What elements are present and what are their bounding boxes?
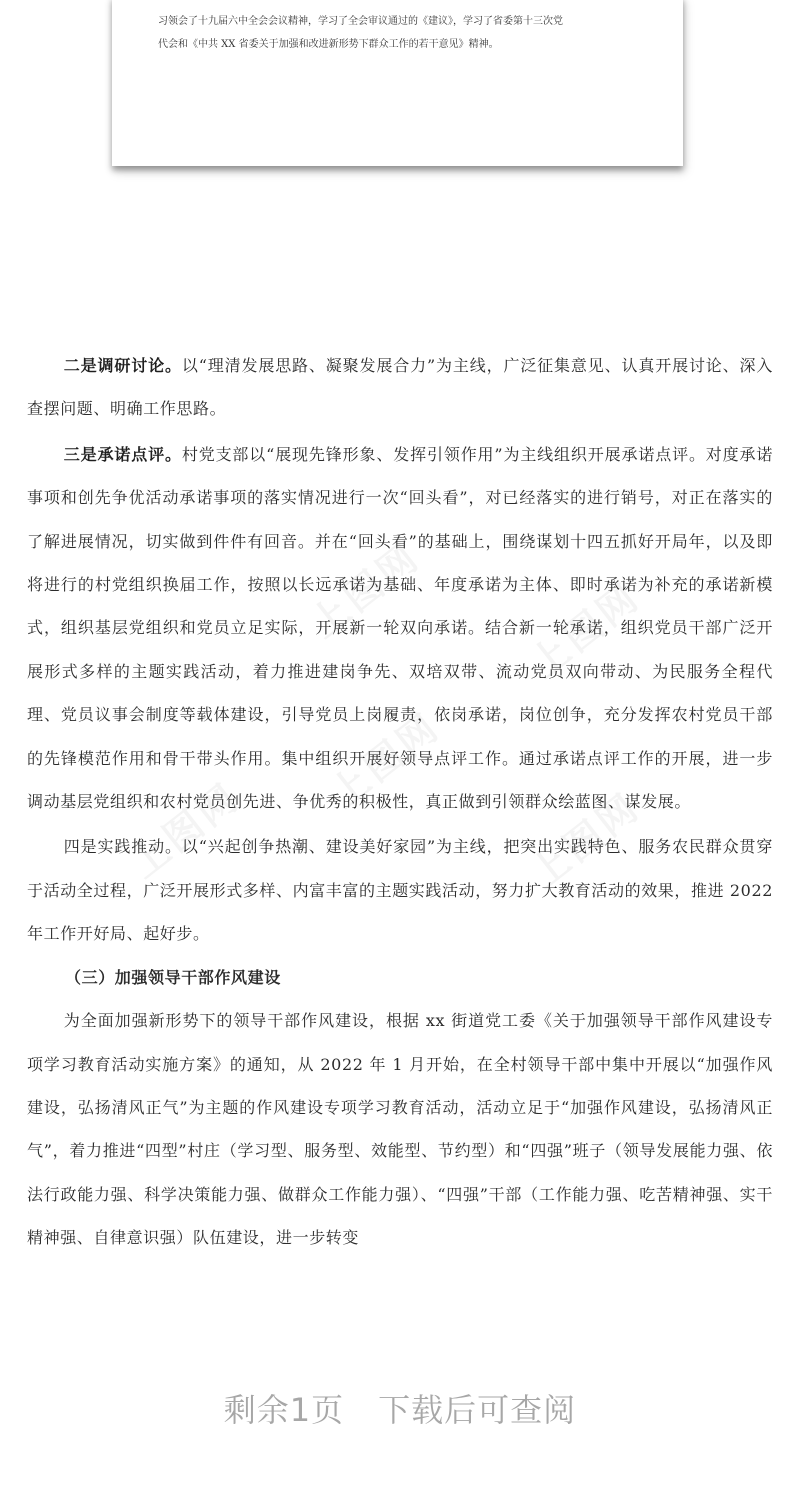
paragraph-commitment-review bbox=[27, 433, 773, 824]
document-preview-card bbox=[112, 0, 683, 166]
watermark: 上图网 bbox=[321, 704, 449, 817]
preview-line: 习领会了十九届六中全会会议精神，学习了全会审议通过的《建议》，学习了省委第十三次党 bbox=[158, 16, 563, 27]
download-prompt[interactable] bbox=[0, 1385, 800, 1431]
paragraph-practice-promotion: 四是实践推动。以“兴起创争热潮、建设美好家园”为主线，把突出实践特色、服务农民群众贯穿于活动全过程，广泛开展形式多样、内富丰富的主题实践活动，努力扩大教育活动的效果，推进 2022 年工作开好局、起好步。 bbox=[27, 837, 774, 944]
watermark: 上图网 bbox=[301, 534, 429, 647]
download-to-view-label[interactable]: 下载后可查阅 bbox=[378, 1391, 577, 1429]
remaining-pages-label[interactable]: 剩余1页 bbox=[223, 1391, 345, 1429]
paragraph-text: 以“理清发展思路、凝聚发展合力”为主线，广泛征集意见、认真开展讨论、深入查摆问题、明确工作思路。 bbox=[27, 356, 773, 419]
watermark: 上图网 bbox=[521, 574, 649, 687]
paragraph-research-discussion bbox=[27, 344, 773, 431]
paragraph-lead: 二是调研讨论。 bbox=[63, 356, 182, 375]
watermark: 上图网 bbox=[121, 774, 249, 887]
document-body bbox=[27, 344, 773, 1260]
watermark: 上图网 bbox=[521, 784, 649, 897]
paragraph-lead: 三是承诺点评。 bbox=[63, 444, 182, 464]
paragraph-cadre-style: 为全面加强新形势下的领导干部作风建设，根据 xx 街道党工委《关于加强领导干部作风建设专项学习教育活动实施方案》的通知，从 2022 年 1 月开始，在全村领导干部中集中开展以“加强作风建设，弘扬清风正气”为主题的作风建设专项学习教育活动，活动立足于“加强作风建设，弘扬清风正气”，着力推进“四型”村庄（学习型、服务型、效能型、节约型）和“四强”班子（领导发展能力强、依法行政能力强、科学决策能力强、做群众工作能力强）、“四强”干部（工作能力强、吃苦精神强、实干精神强、自律意识强）队伍建设，进一步转变 bbox=[27, 1011, 773, 1248]
section-heading: （三）加强领导干部作风建设 bbox=[65, 967, 281, 987]
paragraph-text: 村党支部以“展现先锋形象、发挥引领作用”为主线组织开展承诺点评。对度承诺事项和创先争优活动承诺事项的落实情况进行一次“回头看”，对已经落实的进行销号，对正在落实的了解进展情况，切实做到件件有回音。并在“回头看”的基础上，围绕谋划十四五抓好开局年，以及即将进行的村党组织换届工作，按照以长远承诺为基础、年度承诺为主体、即时承诺为补充的承诺新模式，组织基层党组织和党员立足实际，开展新一轮双向承诺。结合新一轮承诺，组织党员干部广泛开展形式多样的主题实践活动，着力推进建岗争先、双培双带、流动党员双向带动、为民服务全程代理、党员议事会制度等载体建设，引导党员上岗履责，依岗承诺，岗位创争，充分发挥农村党员干部的先锋模范作用和骨干带头作用。集中组织开展好领导点评工作。通过承诺点评工作的开展，进一步调动基层党组织和农村党员创先进、争优秀的积极性，真正做到引领群众绘蓝图、谋发展。 bbox=[27, 444, 773, 812]
preview-line: 代会和《中共 XX 省委关于加强和改进新形势下群众工作的若干意见》精神。 bbox=[158, 39, 499, 50]
